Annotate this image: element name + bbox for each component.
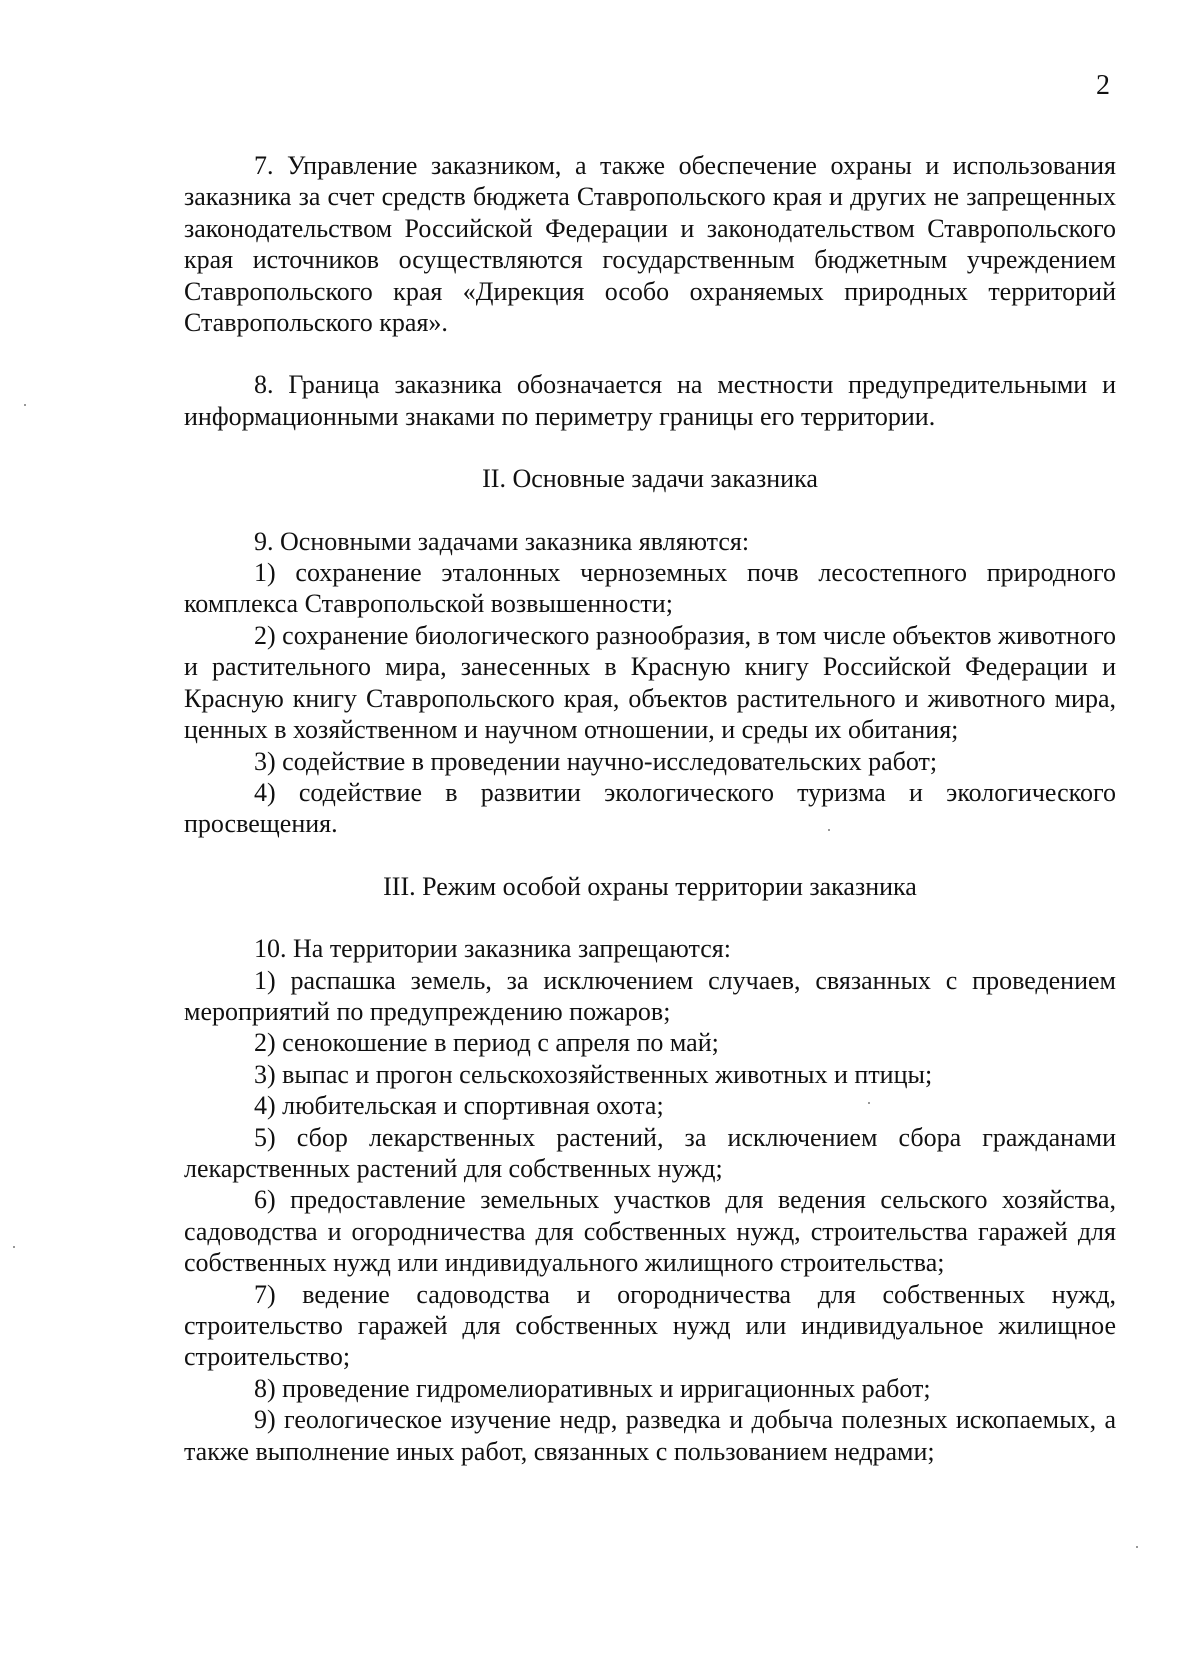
document-body xyxy=(184,150,1116,1467)
scan-speck xyxy=(1136,1546,1138,1548)
paragraph-10-intro: 10. На территории заказника запрещаются: xyxy=(254,934,731,964)
list-item: 5) сбор лекарственных растений, за исключением сбора гражданами лекарственных растений для собственных нужд; xyxy=(184,1122,1116,1183)
paragraph-9-intro: 9. Основными задачами заказника являются: xyxy=(254,526,750,556)
scan-speck xyxy=(828,829,830,831)
list-item: 1) распашка земель, за исключением случаев, связанных с проведением мероприятий по предупреждению пожаров; xyxy=(184,965,1116,1026)
list-item: 4) любительская и спортивная охота; xyxy=(254,1091,664,1121)
list-item: 8) проведение гидромелиоративных и ирригационных работ; xyxy=(254,1373,931,1403)
list-item: 2) сенокошение в период с апреля по май; xyxy=(254,1028,719,1058)
scan-speck xyxy=(13,1246,15,1248)
paragraph-7: 7. Управление заказником, а также обеспечение охраны и использования заказника за счет средств бюджета Ставропольского края и других не запрещенных законодательством Российской Федерации и законодательством Ставропольского края источников осуществляются государственным бюджетным учреждением Ставропольского края «Дирекция особо охраняемых природных территорий Ставропольского края». xyxy=(184,151,1116,338)
paragraph-8: 8. Граница заказника обозначается на местности предупредительными и информационными знаками по периметру границы его территории. xyxy=(184,370,1116,431)
list-item: 3) содействие в проведении научно-исследовательских работ; xyxy=(254,746,938,776)
scan-speck xyxy=(868,1102,870,1104)
section-heading-ii: II. Основные задачи заказника xyxy=(482,464,818,494)
list-item: 6) предоставление земельных участков для ведения сельского хозяйства, садоводства и огородничества для собственных нужд, строительства гаражей для собственных нужд или индивидуального жилищного строительства; xyxy=(184,1185,1116,1278)
list-item: 2) сохранение биологического разнообразия, в том числе объектов животного и растительного мира, занесенных в Красную книгу Российской Федерации и Красную книгу Ставропольского края, объектов растительного и животного мира, ценных в хозяйственном и научном отношении, и среды их обитания; xyxy=(184,620,1116,745)
list-item: 4) содействие в развитии экологического туризма и экологического просвещения. xyxy=(184,777,1116,839)
list-item: 9) геологическое изучение недр, разведка и добыча полезных ископаемых, а также выполнение иных работ, связанных с пользованием недрами; xyxy=(184,1405,1116,1466)
page-number: 2 xyxy=(1096,70,1110,101)
scan-speck xyxy=(24,404,26,406)
section-heading-iii: III. Режим особой охраны территории заказника xyxy=(383,871,917,901)
list-item: 1) сохранение эталонных черноземных почв лесостепного природного комплекса Ставропольской возвышенности; xyxy=(184,558,1116,619)
list-item: 3) выпас и прогон сельскохозяйственных животных и птицы; xyxy=(254,1059,933,1089)
list-item: 7) ведение садоводства и огородничества для собственных нужд, строительство гаражей для собственных нужд или индивидуальное жилищное строительство; xyxy=(184,1279,1116,1372)
